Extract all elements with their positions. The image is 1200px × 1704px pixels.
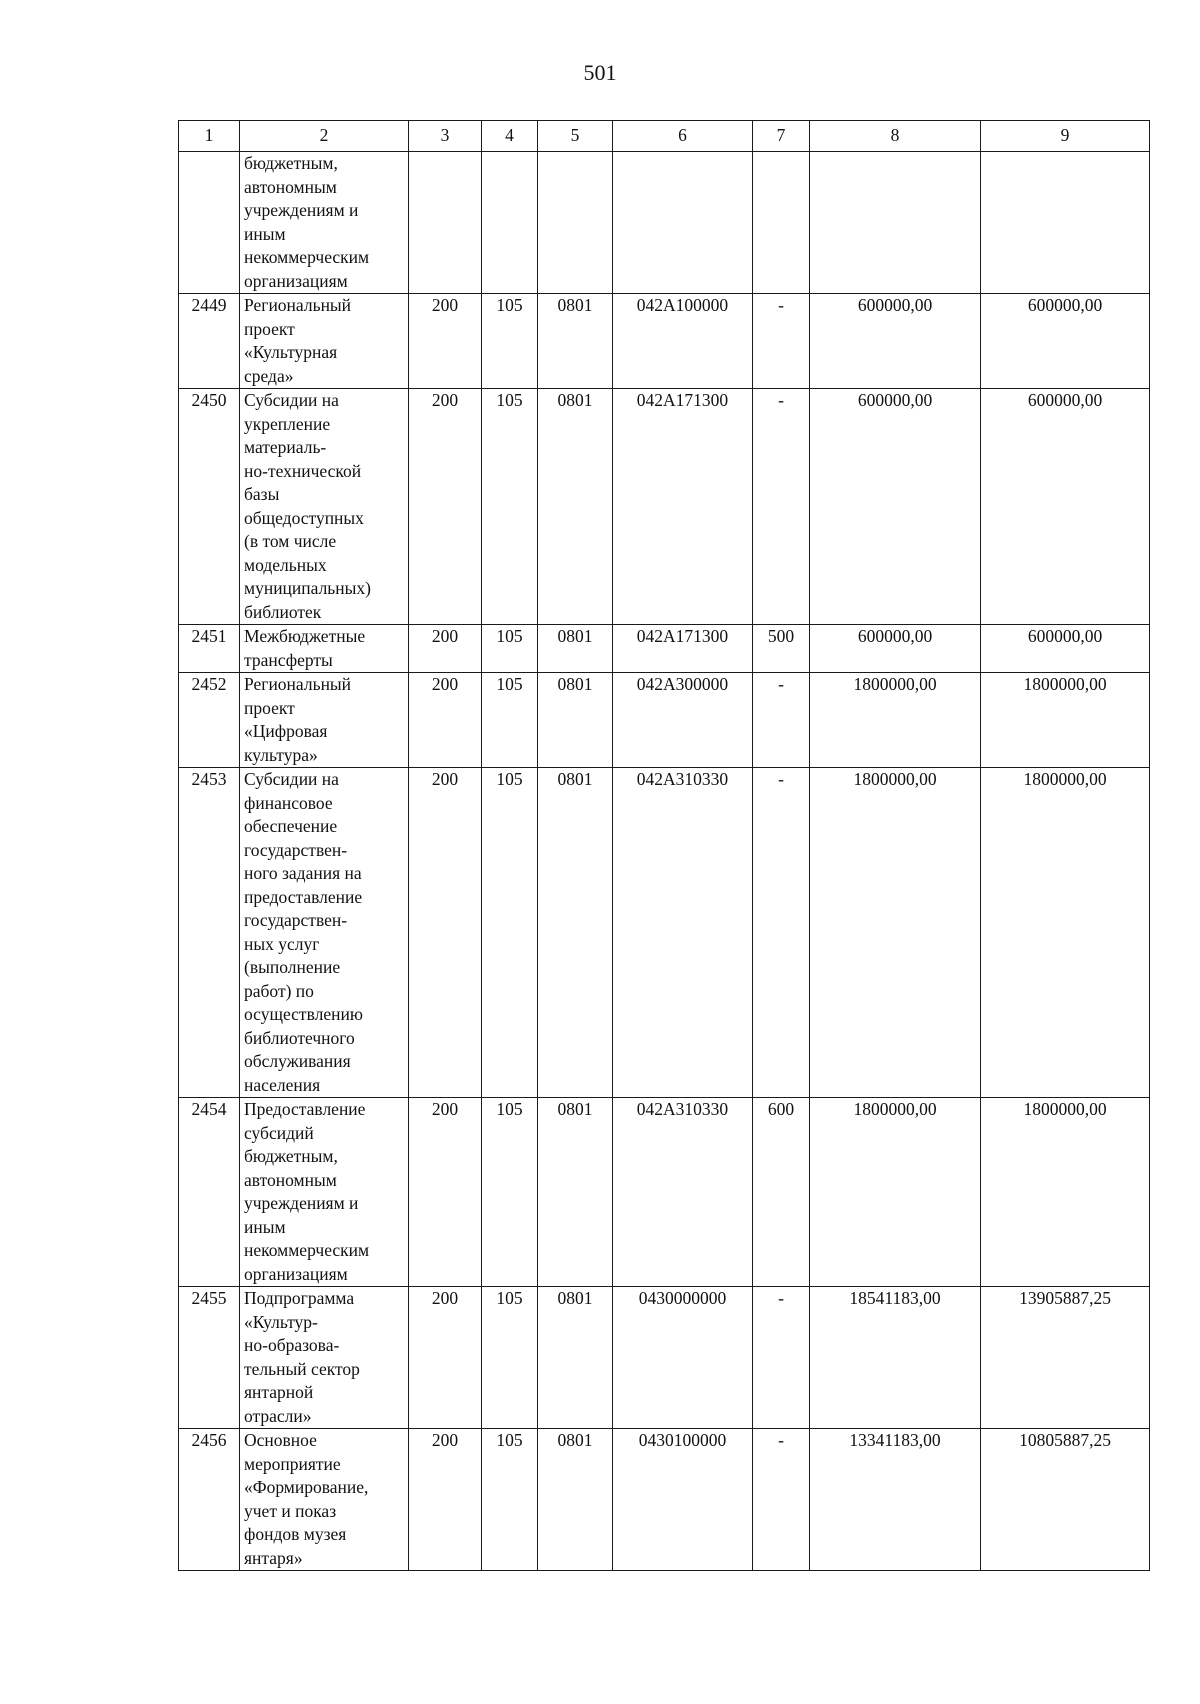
- row-number-cell: 2454: [179, 1098, 240, 1287]
- row-number-cell: 2456: [179, 1429, 240, 1571]
- column-header: 1: [179, 121, 240, 152]
- row-number-cell: 2455: [179, 1287, 240, 1429]
- item-name-cell: Региональный проект «Цифровая культура»: [240, 673, 409, 768]
- column-8-amount-cell: 600000,00: [810, 389, 981, 625]
- column-8-amount-cell: 600000,00: [810, 625, 981, 673]
- column-header: 8: [810, 121, 981, 152]
- column-6-cell: 042A310330: [613, 768, 753, 1098]
- column-5-cell: 0801: [538, 389, 613, 625]
- column-9-amount-cell: [981, 152, 1150, 294]
- column-9-amount-cell: 13905887,25: [981, 1287, 1150, 1429]
- column-header: 6: [613, 121, 753, 152]
- table-row: [179, 152, 1150, 294]
- column-header: 2: [240, 121, 409, 152]
- table-row: [179, 1098, 1150, 1287]
- table-row: [179, 625, 1150, 673]
- row-number-cell: 2452: [179, 673, 240, 768]
- header-row: [179, 121, 1150, 152]
- item-name-cell: Субсидии на финансовое обеспечение государствен- ного задания на предоставление государствен- ных услуг (выполнение работ) по осуществлению библиотечного обслуживания населения: [240, 768, 409, 1098]
- column-3-cell: 200: [409, 389, 482, 625]
- column-5-cell: [538, 152, 613, 294]
- table-row: [179, 294, 1150, 389]
- column-5-cell: 0801: [538, 294, 613, 389]
- row-number-cell: 2451: [179, 625, 240, 673]
- column-3-cell: [409, 152, 482, 294]
- column-7-cell: 600: [753, 1098, 810, 1287]
- column-6-cell: 042A300000: [613, 673, 753, 768]
- table-row: [179, 1287, 1150, 1429]
- page-number: 501: [583, 60, 617, 85]
- row-number-cell: 2450: [179, 389, 240, 625]
- column-header: 3: [409, 121, 482, 152]
- item-name-cell: Субсидии на укрепление материаль- но-технической базы общедоступных (в том числе модельных муниципальных) библиотек: [240, 389, 409, 625]
- item-name-cell: Региональный проект «Культурная среда»: [240, 294, 409, 389]
- table-row: [179, 1429, 1150, 1571]
- column-9-amount-cell: 600000,00: [981, 294, 1150, 389]
- column-3-cell: 200: [409, 294, 482, 389]
- column-4-cell: 105: [482, 1098, 538, 1287]
- column-4-cell: 105: [482, 1429, 538, 1571]
- column-3-cell: 200: [409, 1429, 482, 1571]
- column-3-cell: 200: [409, 625, 482, 673]
- table-row: [179, 389, 1150, 625]
- column-5-cell: 0801: [538, 1098, 613, 1287]
- column-7-cell: -: [753, 389, 810, 625]
- budget-table: [178, 120, 1150, 1571]
- column-7-cell: -: [753, 1429, 810, 1571]
- column-6-cell: 042A310330: [613, 1098, 753, 1287]
- item-name-cell: Межбюджетные трансферты: [240, 625, 409, 673]
- column-4-cell: 105: [482, 673, 538, 768]
- column-header: 9: [981, 121, 1150, 152]
- table-row: [179, 673, 1150, 768]
- column-4-cell: 105: [482, 1287, 538, 1429]
- column-7-cell: [753, 152, 810, 294]
- item-name-cell: бюджетным, автономным учреждениям и иным некоммерческим организациям: [240, 152, 409, 294]
- column-8-amount-cell: 18541183,00: [810, 1287, 981, 1429]
- column-3-cell: 200: [409, 673, 482, 768]
- column-9-amount-cell: 1800000,00: [981, 1098, 1150, 1287]
- item-name-cell: Подпрограмма «Культур- но-образова- тельный сектор янтарной отрасли»: [240, 1287, 409, 1429]
- column-5-cell: 0801: [538, 1429, 613, 1571]
- row-number-cell: 2449: [179, 294, 240, 389]
- column-9-amount-cell: 1800000,00: [981, 673, 1150, 768]
- column-5-cell: 0801: [538, 625, 613, 673]
- column-8-amount-cell: [810, 152, 981, 294]
- column-7-cell: -: [753, 1287, 810, 1429]
- column-8-amount-cell: 13341183,00: [810, 1429, 981, 1571]
- column-5-cell: 0801: [538, 673, 613, 768]
- column-4-cell: 105: [482, 768, 538, 1098]
- column-6-cell: 042A171300: [613, 625, 753, 673]
- column-header: 7: [753, 121, 810, 152]
- column-9-amount-cell: 600000,00: [981, 389, 1150, 625]
- column-6-cell: [613, 152, 753, 294]
- column-4-cell: [482, 152, 538, 294]
- column-3-cell: 200: [409, 768, 482, 1098]
- row-number-cell: [179, 152, 240, 294]
- column-8-amount-cell: 600000,00: [810, 294, 981, 389]
- column-8-amount-cell: 1800000,00: [810, 1098, 981, 1287]
- column-5-cell: 0801: [538, 1287, 613, 1429]
- column-5-cell: 0801: [538, 768, 613, 1098]
- column-7-cell: -: [753, 768, 810, 1098]
- item-name-cell: Основное мероприятие «Формирование, учет и показ фондов музея янтаря»: [240, 1429, 409, 1571]
- column-6-cell: 0430100000: [613, 1429, 753, 1571]
- column-8-amount-cell: 1800000,00: [810, 673, 981, 768]
- column-7-cell: 500: [753, 625, 810, 673]
- column-9-amount-cell: 10805887,25: [981, 1429, 1150, 1571]
- table-row: [179, 768, 1150, 1098]
- table-body: [179, 152, 1150, 1571]
- column-7-cell: -: [753, 673, 810, 768]
- column-3-cell: 200: [409, 1287, 482, 1429]
- column-8-amount-cell: 1800000,00: [810, 768, 981, 1098]
- column-6-cell: 0430000000: [613, 1287, 753, 1429]
- column-header: 5: [538, 121, 613, 152]
- column-7-cell: -: [753, 294, 810, 389]
- row-number-cell: 2453: [179, 768, 240, 1098]
- column-6-cell: 042A171300: [613, 389, 753, 625]
- column-4-cell: 105: [482, 294, 538, 389]
- column-4-cell: 105: [482, 625, 538, 673]
- column-4-cell: 105: [482, 389, 538, 625]
- column-header: 4: [482, 121, 538, 152]
- column-3-cell: 200: [409, 1098, 482, 1287]
- column-9-amount-cell: 600000,00: [981, 625, 1150, 673]
- item-name-cell: Предоставление субсидий бюджетным, автономным учреждениям и иным некоммерческим организациям: [240, 1098, 409, 1287]
- column-9-amount-cell: 1800000,00: [981, 768, 1150, 1098]
- column-6-cell: 042A100000: [613, 294, 753, 389]
